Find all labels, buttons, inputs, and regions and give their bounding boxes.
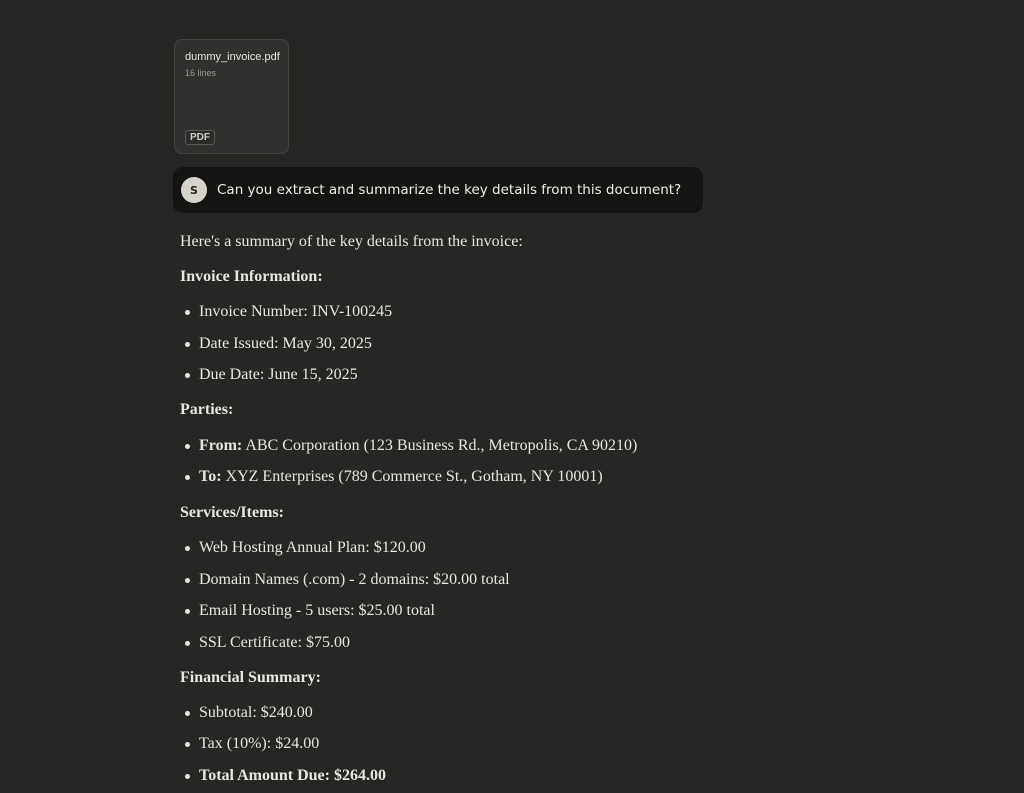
list-item: Due Date: June 15, 2025 (180, 363, 740, 387)
section-heading-parties: Parties: (180, 401, 234, 418)
section-heading-financial: Financial Summary: (180, 668, 321, 686)
invoice-info-list (180, 300, 740, 387)
file-type-badge: PDF (185, 130, 215, 145)
response-intro: Here's a summary of the key details from the invoice: (180, 233, 523, 250)
parties-list (180, 434, 740, 489)
list-item: Subtotal: $240.00 (180, 701, 740, 725)
list-item: Tax (10%): $24.00 (180, 732, 740, 756)
list-item: SSL Certificate: $75.00 (180, 631, 740, 655)
attachment-meta: 16 lines (185, 68, 217, 78)
list-item: Web Hosting Annual Plan: $120.00 (180, 536, 740, 560)
to-label: To: (199, 468, 222, 485)
total-amount-due: Total Amount Due: $264.00 (199, 766, 386, 784)
services-list (180, 536, 740, 655)
user-message-text: Can you extract and summarize the key details from this document? (217, 182, 682, 198)
financial-list (180, 701, 740, 788)
section-heading-invoice-info: Invoice Information: (180, 268, 323, 285)
user-avatar[interactable]: S (181, 177, 207, 203)
from-label: From: (199, 437, 243, 454)
section-heading-services: Services/Items: (180, 504, 284, 521)
list-item-to (180, 465, 740, 489)
list-item: Domain Names (.com) - 2 domains: $20.00 total (180, 568, 740, 592)
list-item-from (180, 434, 740, 458)
from-value: ABC Corporation (123 Business Rd., Metropolis, CA 90210) (242, 437, 638, 454)
list-item: Email Hosting - 5 users: $25.00 total (180, 599, 740, 623)
list-item: Invoice Number: INV-100245 (180, 300, 740, 324)
assistant-response (180, 230, 740, 788)
attachment-filename: dummy_invoice.pdf (185, 51, 280, 63)
list-item-total (180, 764, 740, 788)
attachment-card[interactable] (174, 39, 289, 154)
user-message (173, 167, 703, 213)
to-value: XYZ Enterprises (789 Commerce St., Gotham, NY 10001) (221, 468, 603, 485)
list-item: Date Issued: May 30, 2025 (180, 332, 740, 356)
